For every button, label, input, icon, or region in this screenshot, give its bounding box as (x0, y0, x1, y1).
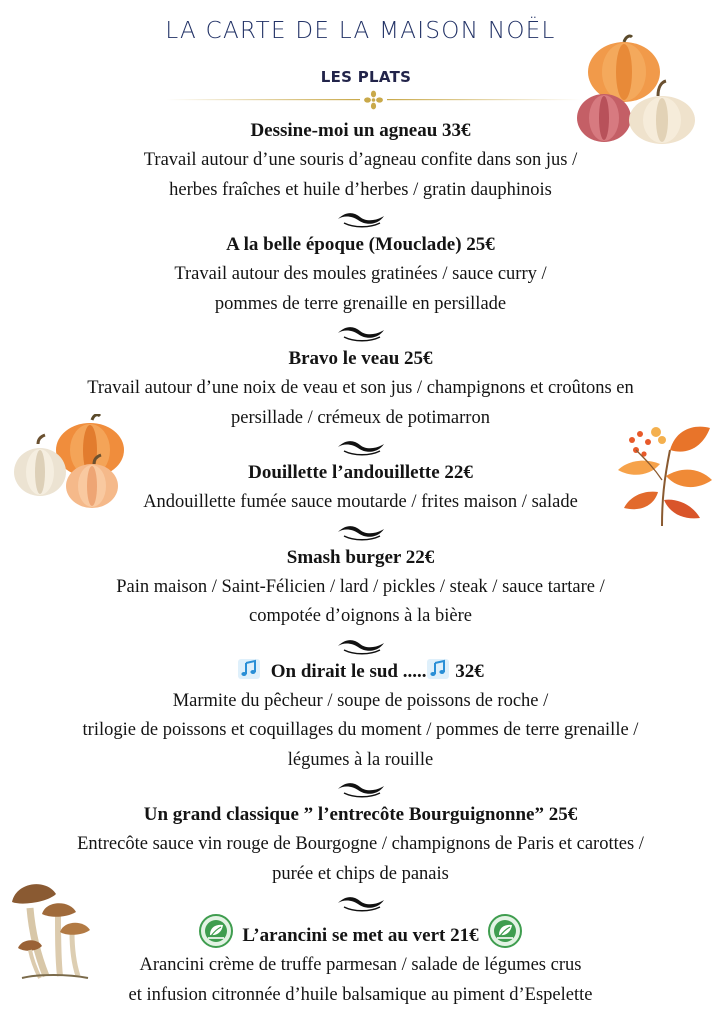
dish-7 (0, 800, 721, 889)
dish-5 (0, 543, 721, 632)
dish-name: Douillette l’andouillette 22€ (248, 462, 473, 483)
pumpkins-illustration (574, 34, 698, 146)
dish-description-line: pommes de terre grenaille en persillade (214, 293, 507, 314)
pumpkins-illustration (12, 414, 130, 510)
dish-name: Un grand classique ” l’entrecôte Bourguignonne” 25€ (143, 804, 578, 825)
dish-description-line: Arancini crème de truffe parmesan / salade de légumes crus (139, 955, 582, 975)
dish-name (0, 657, 721, 687)
dish-description-line: compotée d’oignons à la bière (249, 606, 472, 626)
dish-8 (0, 914, 721, 1010)
vegetarian-leaf-icon (488, 914, 522, 948)
flourish-divider (336, 890, 386, 914)
vegetarian-leaf-icon (199, 914, 233, 948)
leaves-illustration (612, 420, 716, 530)
dish-description-line: et infusion citronnée d’huile balsamique au piment d’Espelette (128, 984, 593, 1005)
dish-2 (0, 230, 721, 319)
dish-name (0, 914, 721, 951)
flourish-divider (336, 320, 386, 344)
dish-name: Dessine-moi un agneau 33€ (250, 120, 471, 141)
page-title: LA CARTE DE LA MAISON NOËL (165, 18, 556, 44)
flourish-divider (336, 633, 386, 657)
dish-name-text: On dirait le sud ..... (270, 660, 427, 682)
flourish-divider (336, 776, 386, 800)
dish-description-line: Travail autour des moules gratinées / sauce curry / (174, 264, 547, 284)
dish-description-line: purée et chips de panais (272, 863, 449, 884)
flourish-divider (336, 434, 386, 458)
dish-description-line: Pain maison / Saint-Félicien / lard / pickles / steak / sauce tartare / (116, 576, 605, 597)
dish-name: Smash burger 22€ (286, 546, 435, 568)
dish-name: A la belle époque (Mouclade) 25€ (226, 234, 495, 255)
dish-description-line: Andouillette fumée sauce moutarde / frites maison / salade (143, 492, 578, 512)
dish-description-line: herbes fraîches et huile d’herbes / gratin dauphinois (169, 179, 552, 200)
section-title: LES PLATS (320, 68, 412, 86)
music-note-icon (426, 658, 450, 680)
menu-list (0, 116, 721, 1010)
dish-name-text: L’arancini se met au vert 21€ (242, 925, 479, 946)
dish-description-line: Entrecôte sauce vin rouge de Bourgogne / champignons de Paris et carottes / (77, 834, 644, 854)
dish-description-line: légumes à la rouille (287, 749, 434, 770)
dish-name: Bravo le veau 25€ (288, 348, 433, 369)
dish-description-line: Travail autour d’une souris d’agneau confite dans son jus / (143, 150, 578, 170)
dish-description-line: Marmite du pêcheur / soupe de poissons de roche / (172, 690, 549, 711)
dish-description-line: trilogie de poissons et coquillages du moment / pommes de terre grenaille / (82, 720, 639, 740)
dish-description-line: Travail autour d’une noix de veau et son jus / champignons et croûtons en (87, 378, 634, 398)
dish-description-line: persillade / crémeux de potimarron (231, 407, 490, 428)
flourish-divider (336, 519, 386, 543)
gold-rule-ornament (166, 88, 581, 112)
music-note-icon (237, 658, 261, 680)
dish-6 (0, 657, 721, 776)
dish-price: 32€ (455, 660, 484, 682)
flourish-divider (336, 206, 386, 230)
mushrooms-illustration (8, 872, 92, 982)
